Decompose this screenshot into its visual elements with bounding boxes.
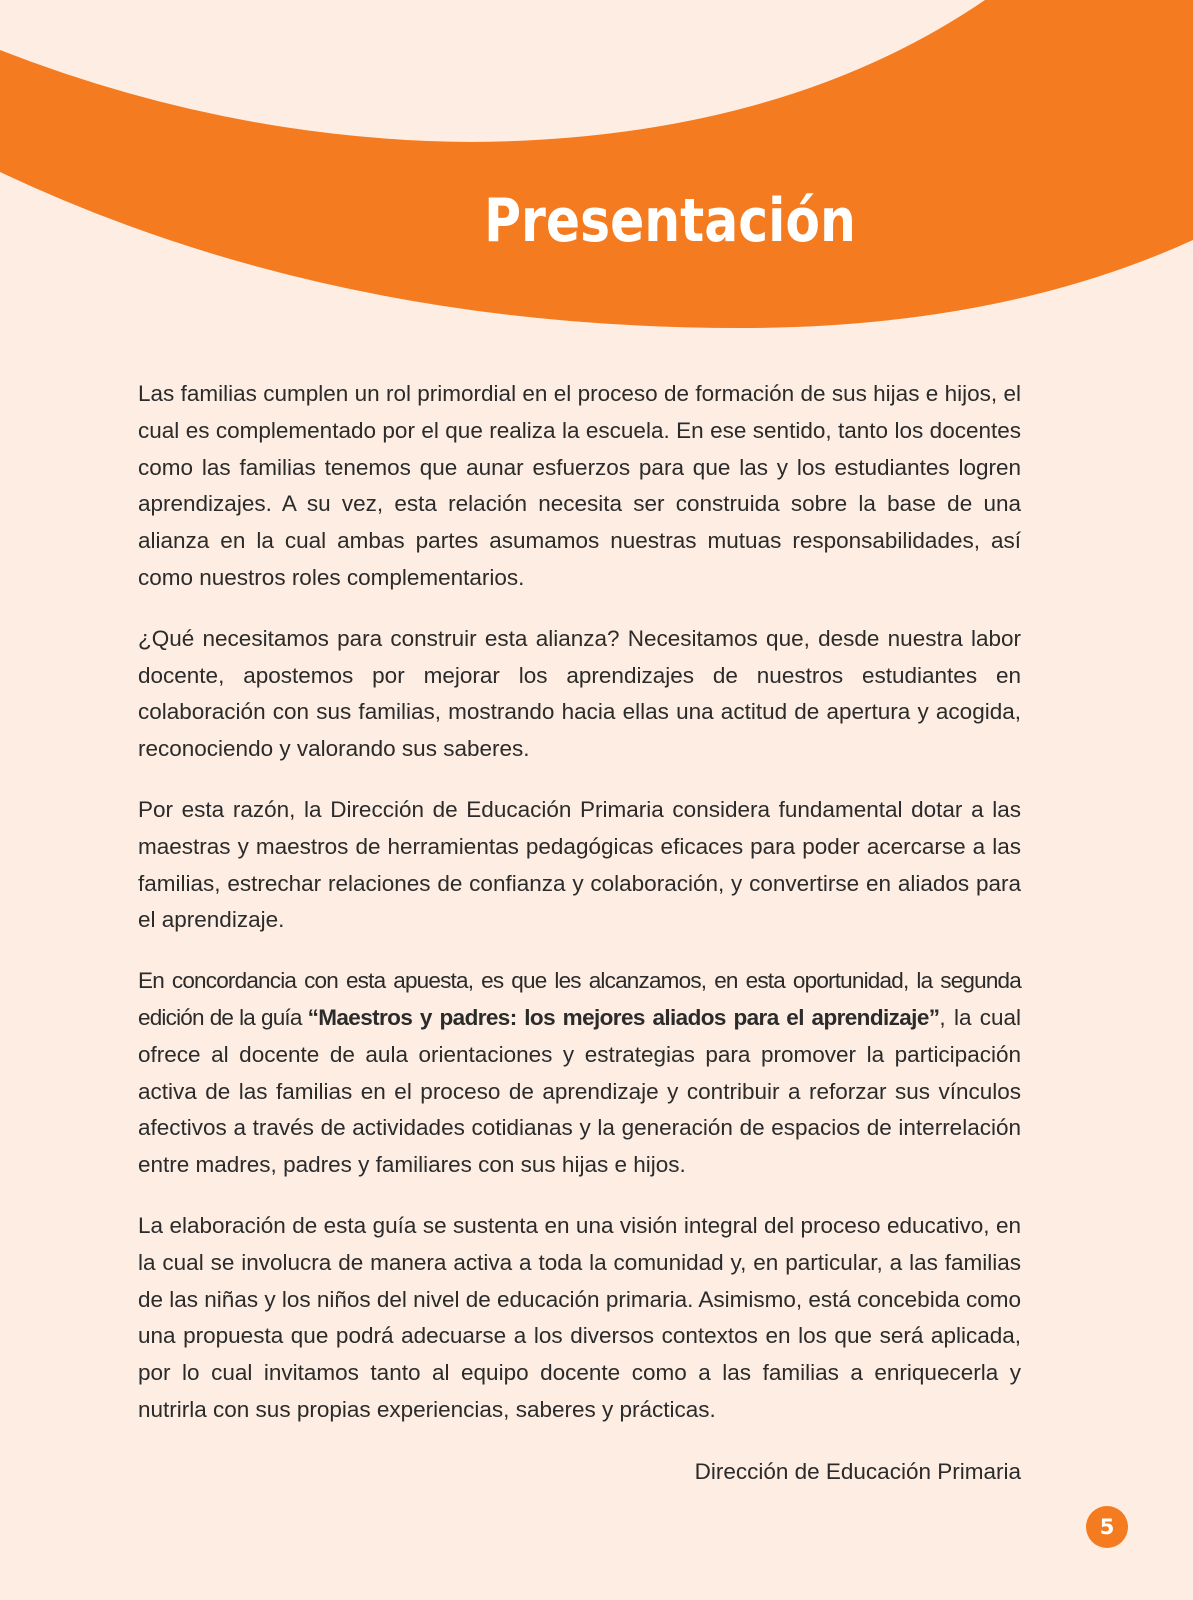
guide-title: “Maestros y padres: los mejores aliados para el aprendizaje” [307, 1004, 940, 1030]
paragraph-3: Por esta razón, la Dirección de Educación Primaria considera fundamental dotar a las maestras y maestros de herramientas pedagógicas eficaces para poder acercarse a las familias, estrechar relaciones de confianza y colaboración, y convertirse en aliados para el aprendizaje. [138, 796, 1021, 933]
paragraph-4 [138, 963, 1021, 1184]
paragraph-5: La elaboración de esta guía se sustenta en una visión integral del proceso educativo, en la cual se involucra de manera activa a toda la comunidad y, en particular, a las familias de las niñas y los niños del nivel de educación primaria. Asimismo, está concebida como una propuesta que podrá adecuarse a los diversos contextos en los que será aplicada, por lo cual invitamos tanto al equipo docente como a las familias a enriquecerla y nutrirla con sus propias experiencias, saberes y prácticas. [138, 1212, 1021, 1422]
signature: Dirección de Educación Primaria [694, 1459, 1021, 1484]
page-title: Presentación [484, 186, 856, 256]
paragraph-2: ¿Qué necesitamos para construir esta alianza? Necesitamos que, desde nuestra labor docente, apostemos por mejorar los aprendizajes de nuestros estudiantes en colaboración con sus familias, mostrando hacia ellas una actitud de apertura y acogida, reconociendo y valorando sus saberes. [138, 625, 1021, 762]
paragraph-1: Las familias cumplen un rol primordial en el proceso de formación de sus hijas e hijos, el cual es complementado por el que realiza la escuela. En ese sentido, tanto los docentes como las familias tenemos que aunar esfuerzos para que las y los estudiantes logren aprendizajes. A su vez, esta relación necesita ser construida sobre la base de una alianza en la cual ambas partes asumamos nuestras mutuas responsabilidades, así como nuestros roles complementarios. [138, 381, 1021, 590]
header-wave-banner [0, 0, 1193, 340]
paragraph-4-intro: En concordancia con esta apuesta, es que les alcanzamos, en esta oportunidad, la segunda edición de la guía [138, 968, 1021, 1030]
paragraph-4-rest: , la cual ofrece al docente de aula orientaciones y estrategias para promover la participación activa de las familias en el proceso de aprendizaje y contribuir a reforzar sus vínculos afectivos a través de actividades cotidianas y la generación de espacios de interrelación entre madres, padres y familiares con sus hijas e hijos. [138, 1004, 1022, 1178]
page-number-badge: 5 [1086, 1506, 1128, 1548]
body-text [138, 376, 1021, 1453]
